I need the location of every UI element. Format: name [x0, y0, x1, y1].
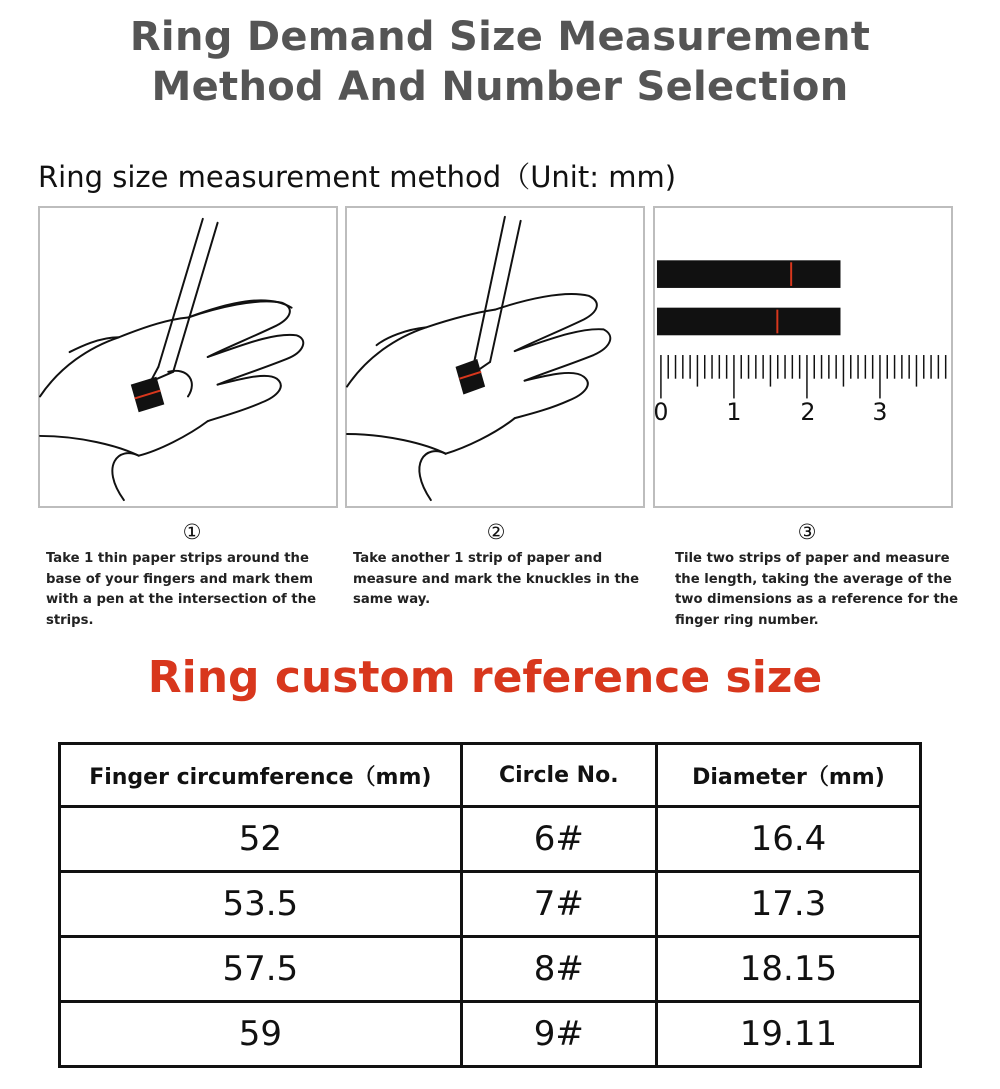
table-header-row — [60, 744, 921, 807]
cell-diameter: 17.3 — [656, 872, 920, 937]
page-title-line-1: Ring Demand Size Measurement — [129, 14, 871, 60]
reference-size-heading: Ring custom reference size — [147, 652, 823, 703]
ruler — [661, 355, 946, 398]
step-2-text: Take another 1 strip of paper and measure and mark the knuckles in the same way. — [353, 551, 640, 607]
measurement-method-heading: Ring size measurement method（Unit: mm) — [38, 160, 677, 194]
table-row — [60, 807, 921, 872]
table-row — [60, 1002, 921, 1067]
column-header-circumference: Finger circumference（mm) — [60, 744, 462, 807]
step-3-illustration — [653, 206, 953, 508]
table-row — [60, 872, 921, 937]
cell-circumference: 57.5 — [60, 937, 462, 1002]
ring-size-table — [58, 742, 922, 1068]
cell-circle-no: 8# — [461, 937, 656, 1002]
cell-diameter: 16.4 — [656, 807, 920, 872]
page-title — [0, 12, 1000, 112]
step-3-number: ③ — [797, 520, 817, 544]
paper-strip-1 — [657, 260, 841, 288]
step-3-text: Tile two strips of paper and measure the length, taking the average of the two dimensions as a reference for the finger ring number. — [675, 551, 959, 628]
step-2-illustration — [345, 206, 645, 508]
ruler-label-1: 1 — [726, 398, 742, 427]
cell-circumference: 52 — [60, 807, 462, 872]
ruler-label-2: 2 — [800, 398, 816, 427]
cell-circumference: 59 — [60, 1002, 462, 1067]
cell-circle-no: 7# — [461, 872, 656, 937]
step-2-number: ② — [486, 520, 506, 544]
cell-circle-no: 9# — [461, 1002, 656, 1067]
paper-strip-2 — [657, 308, 841, 336]
table-row — [60, 937, 921, 1002]
hand-marking-illustration — [40, 208, 336, 506]
cell-circle-no: 6# — [461, 807, 656, 872]
knuckle-marking-illustration — [347, 208, 643, 506]
ruler-label-0: 0 — [653, 398, 669, 427]
cell-circumference: 53.5 — [60, 872, 462, 937]
step-1-number: ① — [182, 520, 202, 544]
column-header-circle-no: Circle No. — [461, 744, 656, 807]
ruler-measurement-illustration — [655, 208, 951, 506]
step-1-illustration — [38, 206, 338, 508]
ruler-label-3: 3 — [872, 398, 888, 427]
cell-diameter: 19.11 — [656, 1002, 920, 1067]
cell-diameter: 18.15 — [656, 937, 920, 1002]
page-title-line-2: Method And Number Selection — [151, 64, 849, 110]
column-header-diameter: Diameter（mm) — [656, 744, 920, 807]
step-1-text: Take 1 thin paper strips around the base of your fingers and mark them with a pen at the intersection of the strips. — [46, 551, 317, 628]
